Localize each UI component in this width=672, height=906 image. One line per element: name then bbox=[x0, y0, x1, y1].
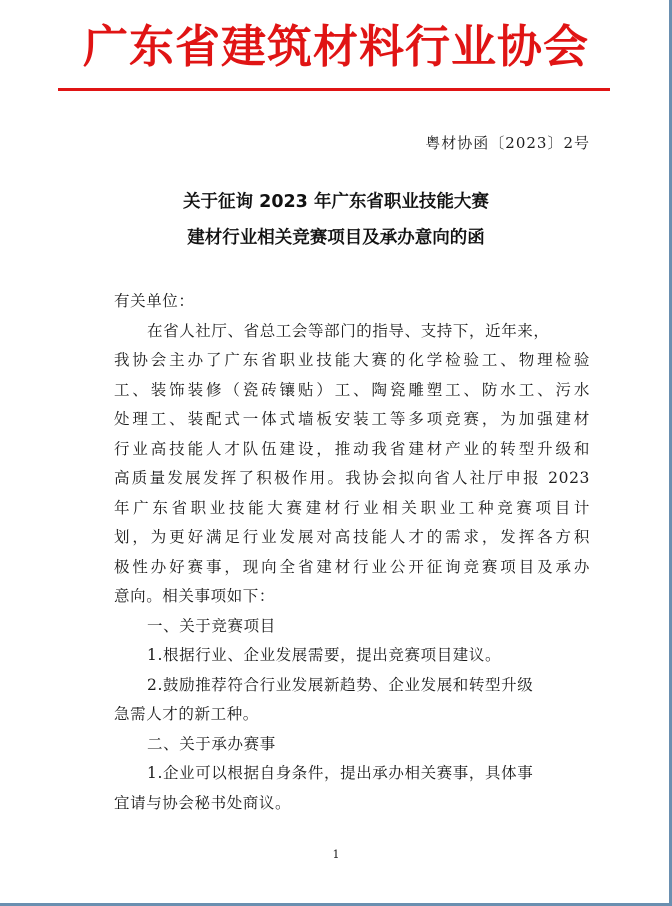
document-number: 粤材协函〔2023〕2号 bbox=[425, 134, 590, 152]
paragraph-line: 高质量发展发挥了积极作用。我协会拟向省人社厅申报 2023 bbox=[114, 469, 590, 487]
paragraph-line: 划，为更好满足行业发展对高技能人才的需求，发挥各方积 bbox=[114, 528, 590, 546]
paragraph-line: 年广东省职业技能大赛建材行业相关职业工种竞赛项目计 bbox=[114, 498, 590, 517]
paragraph-line: 极性办好赛事，现向全省建材行业公开征询竞赛项目及承办 bbox=[114, 557, 590, 576]
section-heading: 一、关于竞赛项目 bbox=[147, 616, 276, 635]
letterhead-org-name: 广东省建筑材料行业协会 bbox=[82, 20, 589, 73]
document-title bbox=[0, 184, 672, 256]
paragraph-line: 工、装饰装修（瓷砖镶贴）工、陶瓷雕塑工、防水工、污水 bbox=[114, 380, 590, 399]
document-title-line: 建材行业相关竞赛项目及承办意向的函 bbox=[187, 228, 485, 248]
list-item: 2.鼓励推荐符合行业发展新趋势、企业发展和转型升级 bbox=[147, 675, 534, 694]
list-item-continuation: 宜请与协会秘书处商议。 bbox=[114, 793, 292, 812]
paragraph-line: 行业高技能人才队伍建设，推动我省建材产业的转型升级和 bbox=[114, 439, 590, 458]
salutation: 有关单位： bbox=[114, 292, 195, 310]
list-item: 1.根据行业、企业发展需要，提出竞赛项目建议。 bbox=[147, 646, 502, 664]
page-number: 1 bbox=[332, 848, 340, 861]
letterhead-red-rule bbox=[58, 88, 610, 91]
paragraph-line: 在省人社厅、省总工会等部门的指导、支持下，近年来， bbox=[147, 321, 550, 340]
document-body bbox=[114, 287, 590, 818]
paragraph-line: 处理工、装配式一体式墙板安装工等多项竞赛，为加强建材 bbox=[114, 410, 590, 428]
list-item-continuation: 急需人才的新工种。 bbox=[114, 705, 259, 723]
section-heading: 二、关于承办赛事 bbox=[147, 734, 276, 753]
document-title-line: 关于征询 2023 年广东省职业技能大赛 bbox=[183, 192, 489, 212]
paragraph-line: 我协会主办了广东省职业技能大赛的化学检验工、物理检验 bbox=[114, 351, 590, 369]
list-item: 1.企业可以根据自身条件，提出承办相关赛事，具体事 bbox=[147, 764, 534, 782]
paragraph-line: 意向。相关事项如下： bbox=[114, 587, 276, 605]
